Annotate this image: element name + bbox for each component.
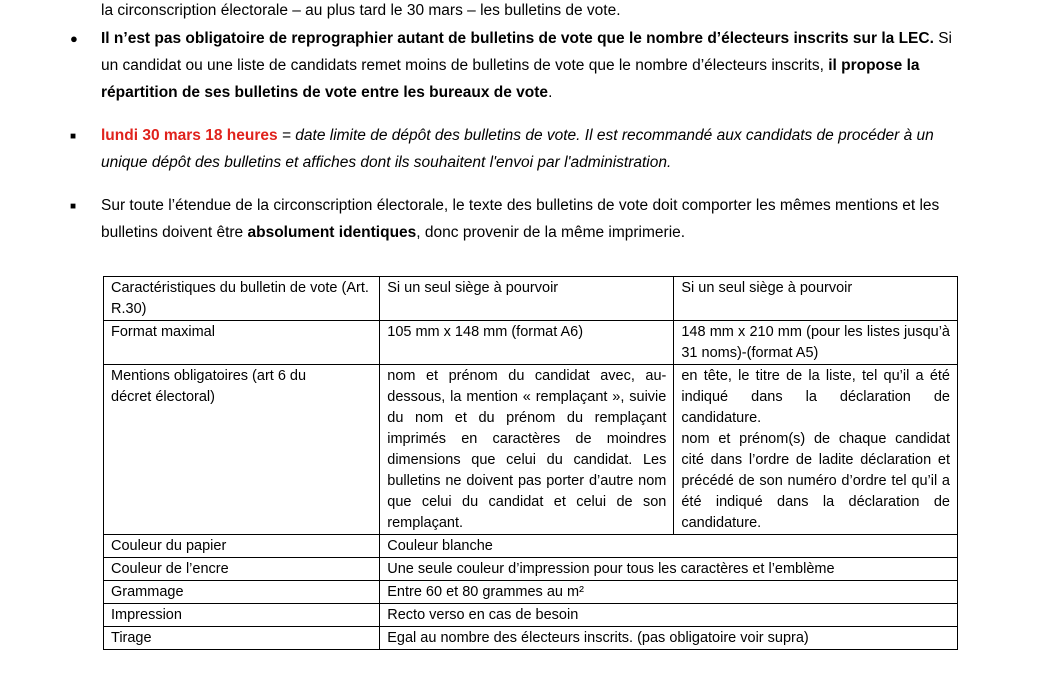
row-value: 105 mm x 148 mm (format A6) (380, 321, 674, 365)
row-value: nom et prénom du candidat avec, au-dessous, la mention « remplaçant », suivie du nom et du prénom du remplaçant imprimés en caractères de moindres dimensions que celui du candidat. Les bulletins ne doivent pas porter d’autre nom que celui du candidat et celui de son remplaçant. (380, 365, 674, 535)
table-row (104, 321, 958, 365)
intro-line: la circonscription électorale – au plus tard le 30 mars – les bulletins de vote. (101, 2, 621, 19)
bullet-identical (101, 192, 961, 246)
table-row (104, 558, 958, 581)
header-single-seat-2: Si un seul siège à pourvoir (674, 277, 958, 321)
row-label: Couleur du papier (104, 535, 380, 558)
bullet3-text2: , donc provenir de la même imprimerie. (416, 224, 686, 241)
bullet-obligation (101, 25, 961, 106)
bullet3-bold: absolument identiques (247, 224, 417, 241)
ballot-spec-table (103, 276, 958, 650)
row-label: Format maximal (104, 321, 380, 365)
row-label: Couleur de l’encre (104, 558, 380, 581)
table-row (104, 581, 958, 604)
bullet3-text1: Sur toute l’étendue de la circonscription électorale, le texte des bulletins de vote doit comporter les mêmes mentions et les bulletins doivent être (101, 197, 940, 241)
deadline-date: lundi 30 mars 18 heures (101, 127, 278, 144)
row-label: Grammage (104, 581, 380, 604)
row-value: Entre 60 et 80 grammes au m² (380, 581, 958, 604)
row-label: Mentions obligatoires (art 6 du décret électoral) (104, 365, 380, 535)
mention-list-names: nom et prénom(s) de chaque candidat cité dans l’ordre de ladite déclaration et précédé de son numéro d’ordre tel qu’il a été indiqué dans la déclaration de candidature. (681, 431, 950, 531)
square-bullet-icon: ■ (70, 201, 77, 212)
row-value: 148 mm x 210 mm (pour les listes jusqu’à 31 noms)-(format A5) (674, 321, 958, 365)
table-row (104, 535, 958, 558)
round-bullet-icon: ● (70, 31, 78, 46)
bullet1-text2: . (548, 84, 553, 101)
row-value: Egal au nombre des électeurs inscrits. (pas obligatoire voir supra) (380, 627, 958, 650)
row-label: Impression (104, 604, 380, 627)
table-row (104, 604, 958, 627)
row-value: Recto verso en cas de besoin (380, 604, 958, 627)
row-value: Une seule couleur d’impression pour tous les caractères et l’emblème (380, 558, 958, 581)
bullet1-bold1: Il n’est pas obligatoire de reprographier autant de bulletins de vote que le nombre d’électeurs inscrits sur la LEC. (101, 30, 934, 47)
table-row (104, 365, 958, 535)
mention-list-title: en tête, le titre de la liste, tel qu’il a été indiqué dans la déclaration de candidature. (681, 368, 950, 426)
header-single-seat: Si un seul siège à pourvoir (380, 277, 674, 321)
row-label: Tirage (104, 627, 380, 650)
table-row (104, 627, 958, 650)
header-characteristics: Caractéristiques du bulletin de vote (Art. R.30) (104, 277, 380, 321)
bullet1-bold2: il propose la répartition de ses bulletins de vote entre les bureaux de vote (101, 57, 920, 101)
deadline-text: = date limite de dépôt des bulletins de vote. Il est recommandé aux candidats de procéder à un unique dépôt des bulletins et affiches dont ils souhaitent l'envoi par l'administration. (101, 127, 934, 171)
bullet-deadline (101, 122, 961, 176)
table-header-row (104, 277, 958, 321)
bullet1-text1: Si un candidat ou une liste de candidats remet moins de bulletins de vote que le nombre d’électeurs inscrits, (101, 30, 952, 74)
row-value: Couleur blanche (380, 535, 958, 558)
row-value (674, 365, 958, 535)
square-bullet-icon: ■ (70, 131, 77, 142)
